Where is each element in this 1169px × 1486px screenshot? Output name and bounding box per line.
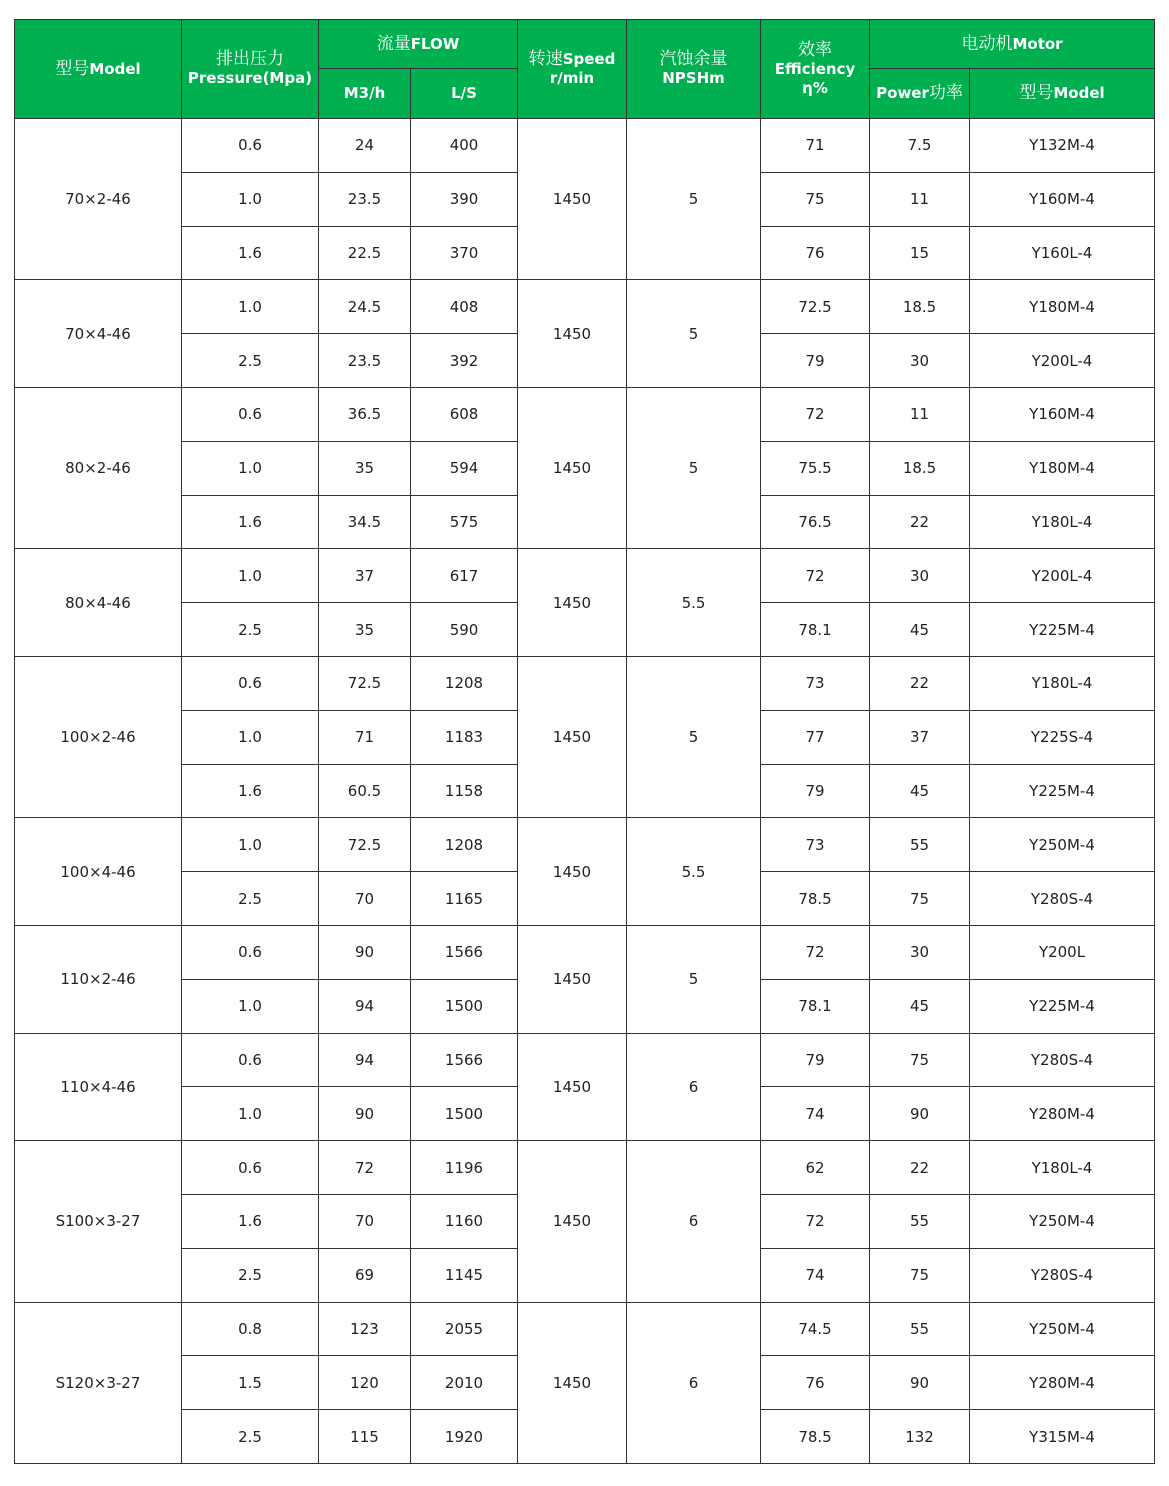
motor-power-cell: 11: [870, 172, 970, 226]
flow-ls-cell: 1208: [411, 656, 518, 710]
flow-ls-cell: 1160: [411, 1194, 518, 1248]
efficiency-cell: 71: [761, 119, 870, 173]
motor-power-cell: 7.5: [870, 119, 970, 173]
flow-ls-cell: 2010: [411, 1356, 518, 1410]
table-body: [15, 119, 1155, 1464]
flow-m3h-cell: 70: [319, 1194, 411, 1248]
flow-ls-cell: 1145: [411, 1248, 518, 1302]
pressure-cell: 1.5: [182, 1356, 319, 1410]
npsh-cell: 6: [627, 1033, 761, 1141]
efficiency-cell: 79: [761, 764, 870, 818]
header-flow-ls: L/S: [411, 69, 518, 119]
header-speed: 转速Speed r/min: [518, 20, 627, 119]
npsh-cell: 5: [627, 280, 761, 388]
flow-ls-cell: 617: [411, 549, 518, 603]
motor-model-cell: Y200L: [970, 925, 1155, 979]
header-npsh: 汽蚀余量 NPSHm: [627, 20, 761, 119]
motor-model-cell: Y225M-4: [970, 764, 1155, 818]
motor-power-cell: 132: [870, 1410, 970, 1464]
motor-power-cell: 75: [870, 1248, 970, 1302]
npsh-cell: 5: [627, 656, 761, 817]
efficiency-cell: 78.5: [761, 1410, 870, 1464]
pump-model-cell: 80×4-46: [15, 549, 182, 657]
pressure-cell: 1.6: [182, 764, 319, 818]
motor-power-cell: 75: [870, 1033, 970, 1087]
npsh-cell: 5: [627, 925, 761, 1033]
pressure-cell: 1.0: [182, 1087, 319, 1141]
npsh-cell: 6: [627, 1141, 761, 1302]
motor-model-cell: Y180L-4: [970, 1141, 1155, 1195]
motor-model-cell: Y160L-4: [970, 226, 1155, 280]
flow-ls-cell: 408: [411, 280, 518, 334]
motor-power-cell: 30: [870, 925, 970, 979]
efficiency-cell: 77: [761, 710, 870, 764]
speed-cell: 1450: [518, 1033, 627, 1141]
motor-power-cell: 30: [870, 549, 970, 603]
efficiency-cell: 73: [761, 818, 870, 872]
flow-ls-cell: 1500: [411, 979, 518, 1033]
motor-power-cell: 15: [870, 226, 970, 280]
efficiency-cell: 72: [761, 925, 870, 979]
speed-cell: 1450: [518, 1141, 627, 1302]
pressure-cell: 1.0: [182, 549, 319, 603]
pressure-cell: 0.6: [182, 656, 319, 710]
header-motor-model: 型号Model: [970, 69, 1155, 119]
motor-model-cell: Y200L-4: [970, 334, 1155, 388]
flow-m3h-cell: 36.5: [319, 387, 411, 441]
efficiency-cell: 79: [761, 334, 870, 388]
speed-cell: 1450: [518, 925, 627, 1033]
pressure-cell: 0.6: [182, 1141, 319, 1195]
efficiency-cell: 79: [761, 1033, 870, 1087]
motor-power-cell: 37: [870, 710, 970, 764]
flow-m3h-cell: 94: [319, 1033, 411, 1087]
flow-m3h-cell: 72.5: [319, 656, 411, 710]
flow-ls-cell: 1158: [411, 764, 518, 818]
npsh-cell: 5: [627, 119, 761, 280]
pump-model-cell: 80×2-46: [15, 387, 182, 548]
motor-model-cell: Y200L-4: [970, 549, 1155, 603]
speed-cell: 1450: [518, 656, 627, 817]
header-motor: 电动机Motor: [870, 20, 1155, 69]
pump-model-cell: S100×3-27: [15, 1141, 182, 1302]
pressure-cell: 2.5: [182, 1410, 319, 1464]
efficiency-cell: 76: [761, 226, 870, 280]
efficiency-cell: 72: [761, 387, 870, 441]
motor-model-cell: Y250M-4: [970, 818, 1155, 872]
table-row: [15, 818, 1155, 872]
table-header: [15, 20, 1155, 119]
pressure-cell: 0.6: [182, 1033, 319, 1087]
flow-ls-cell: 575: [411, 495, 518, 549]
motor-power-cell: 22: [870, 495, 970, 549]
motor-power-cell: 55: [870, 1194, 970, 1248]
flow-m3h-cell: 35: [319, 603, 411, 657]
table-row: [15, 119, 1155, 173]
speed-cell: 1450: [518, 549, 627, 657]
motor-model-cell: Y180M-4: [970, 441, 1155, 495]
speed-cell: 1450: [518, 818, 627, 926]
efficiency-cell: 78.1: [761, 603, 870, 657]
motor-power-cell: 55: [870, 1302, 970, 1356]
efficiency-cell: 72: [761, 1194, 870, 1248]
header-pressure: 排出压力 Pressure(Mpa): [182, 20, 319, 119]
flow-m3h-cell: 24.5: [319, 280, 411, 334]
motor-power-cell: 22: [870, 1141, 970, 1195]
flow-ls-cell: 594: [411, 441, 518, 495]
speed-cell: 1450: [518, 1302, 627, 1463]
flow-m3h-cell: 23.5: [319, 172, 411, 226]
pump-model-cell: 70×2-46: [15, 119, 182, 280]
npsh-cell: 5.5: [627, 818, 761, 926]
efficiency-cell: 62: [761, 1141, 870, 1195]
table-row: [15, 1033, 1155, 1087]
flow-m3h-cell: 94: [319, 979, 411, 1033]
table-row: [15, 549, 1155, 603]
motor-model-cell: Y160M-4: [970, 387, 1155, 441]
table-row: [15, 280, 1155, 334]
flow-ls-cell: 590: [411, 603, 518, 657]
pressure-cell: 2.5: [182, 1248, 319, 1302]
flow-ls-cell: 392: [411, 334, 518, 388]
flow-ls-cell: 1196: [411, 1141, 518, 1195]
header-flow: 流量FLOW: [319, 20, 518, 69]
efficiency-cell: 75: [761, 172, 870, 226]
motor-power-cell: 45: [870, 979, 970, 1033]
motor-model-cell: Y180L-4: [970, 656, 1155, 710]
efficiency-cell: 73: [761, 656, 870, 710]
motor-power-cell: 30: [870, 334, 970, 388]
pump-spec-table: [14, 19, 1155, 1464]
table-row: [15, 1141, 1155, 1195]
flow-ls-cell: 2055: [411, 1302, 518, 1356]
motor-model-cell: Y225M-4: [970, 979, 1155, 1033]
motor-model-cell: Y280S-4: [970, 1033, 1155, 1087]
pressure-cell: 0.8: [182, 1302, 319, 1356]
efficiency-cell: 76.5: [761, 495, 870, 549]
motor-model-cell: Y225M-4: [970, 603, 1155, 657]
pump-model-cell: 110×2-46: [15, 925, 182, 1033]
header-motor-power: Power功率: [870, 69, 970, 119]
flow-m3h-cell: 120: [319, 1356, 411, 1410]
flow-m3h-cell: 71: [319, 710, 411, 764]
flow-ls-cell: 390: [411, 172, 518, 226]
header-model: 型号Model: [15, 20, 182, 119]
motor-model-cell: Y280S-4: [970, 1248, 1155, 1302]
flow-m3h-cell: 37: [319, 549, 411, 603]
speed-cell: 1450: [518, 280, 627, 388]
efficiency-cell: 74: [761, 1087, 870, 1141]
pressure-cell: 1.6: [182, 1194, 319, 1248]
flow-m3h-cell: 123: [319, 1302, 411, 1356]
motor-model-cell: Y280M-4: [970, 1356, 1155, 1410]
pressure-cell: 1.6: [182, 226, 319, 280]
motor-model-cell: Y250M-4: [970, 1302, 1155, 1356]
flow-m3h-cell: 60.5: [319, 764, 411, 818]
motor-model-cell: Y315M-4: [970, 1410, 1155, 1464]
efficiency-cell: 74.5: [761, 1302, 870, 1356]
npsh-cell: 6: [627, 1302, 761, 1463]
motor-model-cell: Y225S-4: [970, 710, 1155, 764]
table-row: [15, 656, 1155, 710]
table-row: [15, 1302, 1155, 1356]
efficiency-cell: 78.1: [761, 979, 870, 1033]
flow-m3h-cell: 90: [319, 1087, 411, 1141]
flow-ls-cell: 1566: [411, 925, 518, 979]
flow-ls-cell: 1165: [411, 872, 518, 926]
motor-model-cell: Y180M-4: [970, 280, 1155, 334]
pressure-cell: 2.5: [182, 872, 319, 926]
pump-model-cell: 100×4-46: [15, 818, 182, 926]
header-efficiency: 效率 Efficiency η%: [761, 20, 870, 119]
flow-ls-cell: 370: [411, 226, 518, 280]
pressure-cell: 2.5: [182, 603, 319, 657]
motor-power-cell: 22: [870, 656, 970, 710]
motor-model-cell: Y280M-4: [970, 1087, 1155, 1141]
flow-m3h-cell: 72: [319, 1141, 411, 1195]
motor-power-cell: 90: [870, 1356, 970, 1410]
efficiency-cell: 72: [761, 549, 870, 603]
table-row: [15, 387, 1155, 441]
motor-power-cell: 45: [870, 764, 970, 818]
pump-model-cell: 110×4-46: [15, 1033, 182, 1141]
speed-cell: 1450: [518, 387, 627, 548]
pump-model-cell: 100×2-46: [15, 656, 182, 817]
flow-ls-cell: 1208: [411, 818, 518, 872]
pressure-cell: 1.0: [182, 280, 319, 334]
motor-model-cell: Y180L-4: [970, 495, 1155, 549]
flow-ls-cell: 400: [411, 119, 518, 173]
pressure-cell: 0.6: [182, 387, 319, 441]
motor-power-cell: 90: [870, 1087, 970, 1141]
pressure-cell: 1.0: [182, 710, 319, 764]
speed-cell: 1450: [518, 119, 627, 280]
efficiency-cell: 75.5: [761, 441, 870, 495]
motor-model-cell: Y132M-4: [970, 119, 1155, 173]
pressure-cell: 1.0: [182, 441, 319, 495]
header-flow-m3h: M3/h: [319, 69, 411, 119]
pressure-cell: 0.6: [182, 925, 319, 979]
efficiency-cell: 76: [761, 1356, 870, 1410]
motor-model-cell: Y160M-4: [970, 172, 1155, 226]
flow-m3h-cell: 35: [319, 441, 411, 495]
motor-power-cell: 45: [870, 603, 970, 657]
pressure-cell: 2.5: [182, 334, 319, 388]
flow-ls-cell: 608: [411, 387, 518, 441]
motor-power-cell: 18.5: [870, 441, 970, 495]
pump-model-cell: S120×3-27: [15, 1302, 182, 1463]
flow-m3h-cell: 115: [319, 1410, 411, 1464]
flow-m3h-cell: 24: [319, 119, 411, 173]
flow-ls-cell: 1566: [411, 1033, 518, 1087]
flow-m3h-cell: 23.5: [319, 334, 411, 388]
motor-power-cell: 55: [870, 818, 970, 872]
pressure-cell: 1.0: [182, 979, 319, 1033]
flow-m3h-cell: 70: [319, 872, 411, 926]
motor-power-cell: 11: [870, 387, 970, 441]
pressure-cell: 1.6: [182, 495, 319, 549]
efficiency-cell: 78.5: [761, 872, 870, 926]
pressure-cell: 1.0: [182, 172, 319, 226]
npsh-cell: 5: [627, 387, 761, 548]
flow-m3h-cell: 34.5: [319, 495, 411, 549]
flow-m3h-cell: 69: [319, 1248, 411, 1302]
pump-model-cell: 70×4-46: [15, 280, 182, 388]
flow-m3h-cell: 90: [319, 925, 411, 979]
npsh-cell: 5.5: [627, 549, 761, 657]
flow-m3h-cell: 72.5: [319, 818, 411, 872]
efficiency-cell: 74: [761, 1248, 870, 1302]
motor-power-cell: 18.5: [870, 280, 970, 334]
flow-m3h-cell: 22.5: [319, 226, 411, 280]
flow-ls-cell: 1500: [411, 1087, 518, 1141]
pressure-cell: 1.0: [182, 818, 319, 872]
flow-ls-cell: 1183: [411, 710, 518, 764]
pressure-cell: 0.6: [182, 119, 319, 173]
table-row: [15, 925, 1155, 979]
motor-model-cell: Y280S-4: [970, 872, 1155, 926]
efficiency-cell: 72.5: [761, 280, 870, 334]
flow-ls-cell: 1920: [411, 1410, 518, 1464]
motor-power-cell: 75: [870, 872, 970, 926]
motor-model-cell: Y250M-4: [970, 1194, 1155, 1248]
